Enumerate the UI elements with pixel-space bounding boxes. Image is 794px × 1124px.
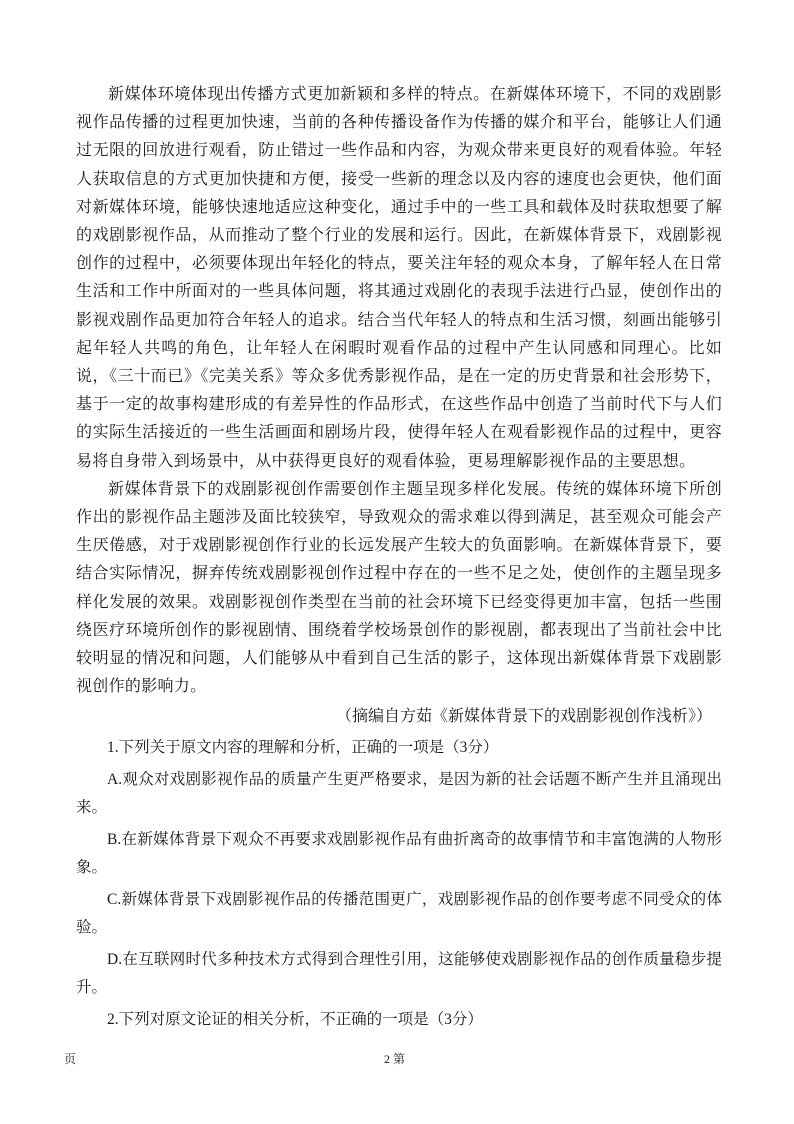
paragraph-1: 新媒体环境体现出传播方式更加新颖和多样的特点。在新媒体环境下，不同的戏剧影视作品传播的过程更加快速，当前的各种传播设备作为传播的媒介和平台，能够让人们通过无限的回放进行观看，防止错过一些作品和内容，为观众带来更良好的观看体验。年轻人获取信息的方式更加快捷和方便，接受一些新的理念以及内容的速度也会更快，他们面对新媒体环境，能够快速地适应这种变化，通过手中的一些工具和载体及时获取想要了解的戏剧影视作品，从而推动了整个行业的发展和运行。因此，在新媒体背景下，戏剧影视创作的过程中，必须要体现出年轻化的特点，要关注年轻的观众本身，了解年轻人在日常生活和工作中所面对的一些具体问题，将其通过戏剧化的表现手法进行凸显，使创作出的影视戏剧作品更加符合年轻人的追求。结合当代年轻人的特点和生活习惯，刻画出能够引起年轻人共鸣的角色，让年轻人在闲暇时观看作品的过程中产生认同感和同理心。比如说，《三十而已》《完美关系》等众多优秀影视作品，是在一定的历史背景和社会形势下，基于一定的故事构建形成的有差异性的作品形式，在这些作品中创造了当前时代下与人们的实际生活接近的一些生活画面和剧场片段，使得年轻人在观看影视作品的过程中，更容易将自身带入到场景中，从中获得更良好的观看体验，更易理解影视作品的主要思想。 bbox=[76, 84, 722, 470]
question-1-option-a: A.观众对戏剧影视作品的质量产生更严格要求，是因为新的社会话题不断产生并且涌现出来。 bbox=[76, 771, 722, 817]
paragraph-2: 新媒体背景下的戏剧影视创作需要创作主题呈现多样化发展。传统的媒体环境下所创作出的影视作品主题涉及面比较狭窄，导致观众的需求难以得到满足，甚至观众可能会产生厌倦感，对于戏剧影视创作行业的长远发展产生较大的负面影响。在新媒体背景下，要结合实际情况，摒弃传统戏剧影视创作过程中存在的一些不足之处，使创作的主题呈现多样化发展的效果。戏剧影视创作类型在当前的社会环境下已经变得更加丰富，包括一些围绕医疗环境所创作的影视剧情、围绕着学校场景创作的影视剧，都表现出了当前社会中比较明显的情况和问题，人们能够从中看到自己生活的影子，这体现出新媒体背景下戏剧影视创作的影响力。 bbox=[76, 478, 722, 696]
question-1-option-b: B.在新媒体背景下观众不再要求戏剧影视作品有曲折离奇的故事情节和丰富饱满的人物形象。 bbox=[76, 831, 722, 877]
question-2-stem: 2.下列对原文论证的相关分析，不正确的一项是（3分） bbox=[107, 1011, 483, 1029]
footer-page-label: 页 bbox=[64, 1052, 77, 1066]
question-1-stem: 1.下列关于原文内容的理解和分析，正确的一项是（3分） bbox=[107, 739, 499, 757]
footer-page-number: 2 第 bbox=[384, 1052, 406, 1066]
source-citation: （摘编自方茹《新媒体背景下的戏剧影视创作浅析》） bbox=[335, 706, 712, 726]
question-1-option-c: C.新媒体背景下戏剧影视作品的传播范围更广，戏剧影视作品的创作要考虑不同受众的体验。 bbox=[76, 891, 722, 937]
article-body bbox=[76, 80, 722, 1034]
question-1-option-d: D.在互联网时代多种技术方式得到合理性引用，这能够使戏剧影视作品的创作质量稳步提升。 bbox=[76, 951, 722, 997]
